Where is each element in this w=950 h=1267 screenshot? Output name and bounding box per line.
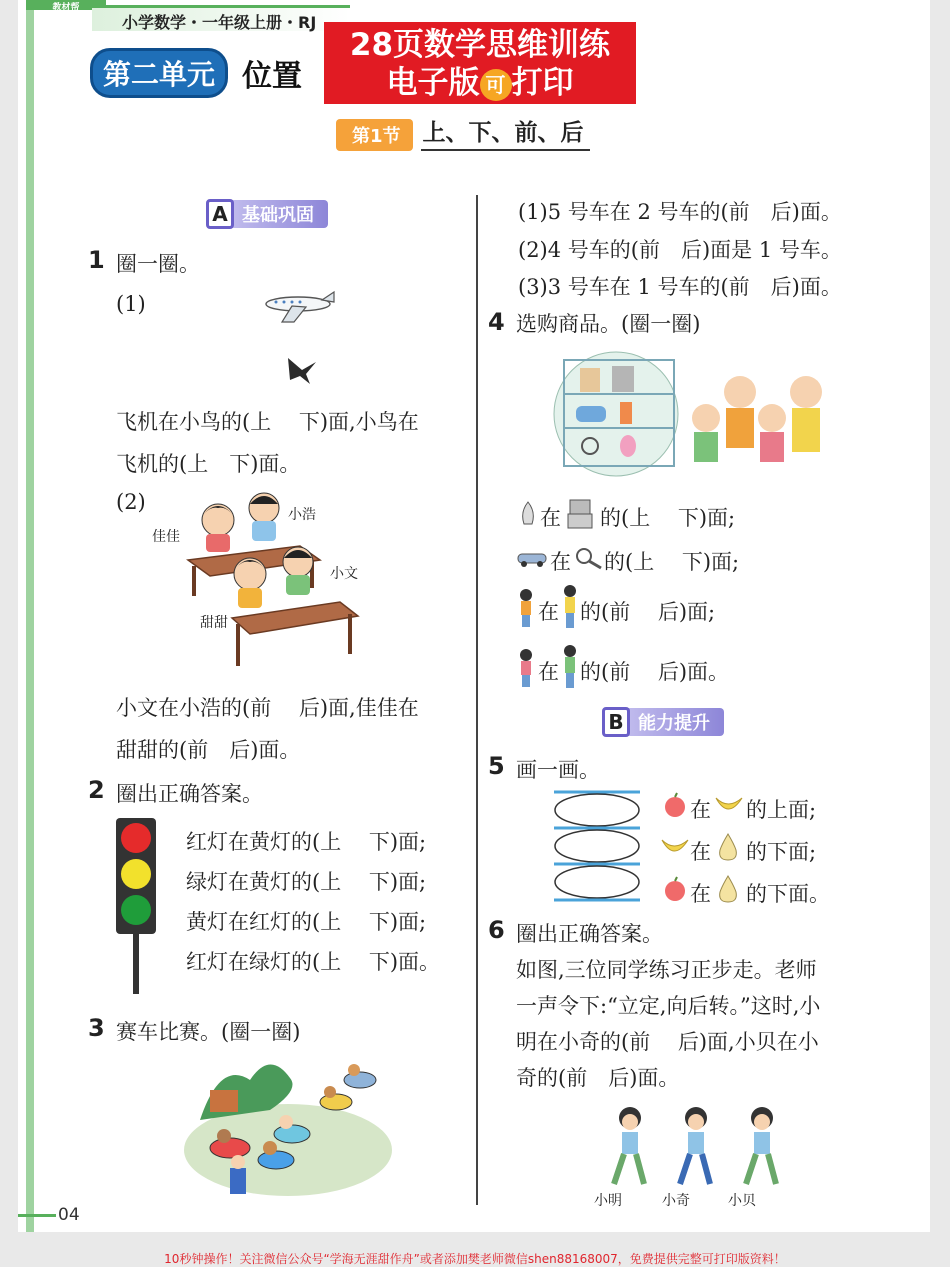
name-xiaoming: 小明 <box>594 1193 622 1209</box>
q5-line-3-a: 在 <box>690 882 711 906</box>
q6-text-4: 奇的(前 后)面。 <box>516 1066 680 1090</box>
level-b-name: 能力提升 <box>638 713 710 734</box>
level-a-name: 基础巩固 <box>242 205 314 226</box>
q6-text-2: 一声令下:“立定,向后转。”这时,小 <box>516 994 821 1018</box>
apple-icon-2 <box>662 876 688 902</box>
name-xiaohao: 小浩 <box>288 507 316 523</box>
book-title: 小学数学・一年级上册・RJ <box>92 5 350 31</box>
banana-icon-2 <box>660 834 690 860</box>
pear-icon-2 <box>714 872 742 904</box>
promo-line-1: 28页数学思维训练 <box>349 27 611 63</box>
q6-text-1: 如图,三位同学练习正步走。老师 <box>516 958 817 982</box>
unit-name: 位置 <box>242 59 303 94</box>
q4-line-1-a: 在 <box>540 506 561 530</box>
marching-students-illustration <box>600 1104 800 1190</box>
plate-stack-drawing-area[interactable] <box>552 790 642 904</box>
page-number-rule <box>18 1214 56 1217</box>
top-tab: 教材帮 <box>26 0 106 10</box>
section-badge: 第1节 <box>336 119 413 151</box>
unit-title <box>90 48 302 98</box>
q3-prompt: 赛车比赛。(圈一圈) <box>116 1020 301 1044</box>
name-xiaowen: 小文 <box>330 566 358 582</box>
section-title <box>336 114 590 151</box>
promo-ke-badge: 可 <box>480 69 512 101</box>
q2-line-1: 红灯在黄灯的(上 下)面; <box>186 830 427 854</box>
rocket-icon <box>518 500 538 530</box>
q4-line-3-a: 在 <box>538 600 559 624</box>
q4-line-3-b: 的(前 后)面; <box>580 600 716 624</box>
page-number: 04 <box>58 1205 80 1225</box>
q5-prompt: 画一画。 <box>516 758 600 782</box>
column-divider <box>476 195 478 1205</box>
q3-line-3: (3)3 号车在 1 号车的(前 后)面。 <box>518 275 842 299</box>
q4-line-2-a: 在 <box>550 550 571 574</box>
section-name: 上、下、前、后 <box>421 114 590 151</box>
name-jiajia: 佳佳 <box>152 529 180 545</box>
q4-line-4-a: 在 <box>538 660 559 684</box>
traffic-light-icon <box>114 816 158 996</box>
unit-badge: 第二单元 <box>90 48 228 98</box>
q2-prompt: 圈出正确答案。 <box>116 782 263 806</box>
toy-car-icon <box>516 548 548 568</box>
q4-line-1-b: 的(上 下)面; <box>600 506 736 530</box>
promo-footer: 10秒钟操作！关注微信公众号“学海无涯甜作舟”或者添加樊老师微信shen88168007，免费提供完整可打印版资料！ <box>164 1252 786 1266</box>
q1-sub1-line2: 飞机的(上 下)面。 <box>116 452 301 476</box>
q1-sub2: (2) <box>116 490 146 514</box>
name-tiantian: 甜甜 <box>200 615 228 631</box>
shop-illustration <box>550 348 870 478</box>
q4-number: 4 <box>488 308 505 336</box>
red-light <box>121 823 151 853</box>
q4-line-2-b: 的(上 下)面; <box>604 550 740 574</box>
boy-icon <box>516 588 536 628</box>
q4-prompt: 选购商品。(圈一圈) <box>516 312 701 336</box>
level-b-badge <box>604 708 724 736</box>
q1-prompt: 圈一圈。 <box>116 252 200 276</box>
small-boy-icon <box>560 644 580 690</box>
girl-icon <box>516 648 536 688</box>
race-illustration <box>180 1050 395 1205</box>
promo-line-2: 电子版 可 打印 <box>386 65 574 101</box>
q1-sub1-line1: 飞机在小鸟的(上 下)面,小鸟在 <box>116 410 419 434</box>
level-a-letter: A <box>206 199 234 229</box>
q6-text-3: 明在小奇的(前 后)面,小贝在小 <box>516 1030 819 1054</box>
banana-icon <box>714 792 744 818</box>
q2-line-3: 黄灯在红灯的(上 下)面; <box>186 910 427 934</box>
q2-number: 2 <box>88 776 105 804</box>
q1-number: 1 <box>88 246 105 274</box>
green-light <box>121 895 151 925</box>
yellow-light <box>121 859 151 889</box>
q1-sub2-line2: 甜甜的(前 后)面。 <box>116 738 301 762</box>
q3-number: 3 <box>88 1014 105 1042</box>
level-a-badge <box>208 200 328 228</box>
q5-line-3-b: 的下面。 <box>746 882 830 906</box>
tall-boy-icon <box>560 584 580 630</box>
name-xiaoqi: 小奇 <box>662 1193 690 1209</box>
promo-banner <box>324 22 636 104</box>
page-side-stripe <box>26 0 34 1232</box>
q1-sub1: (1) <box>116 292 146 316</box>
q6-number: 6 <box>488 916 505 944</box>
pear-icon <box>714 830 742 862</box>
q5-number: 5 <box>488 752 505 780</box>
robot-icon <box>564 498 596 530</box>
q5-line-2-b: 的下面; <box>746 840 817 864</box>
q2-line-2: 绿灯在黄灯的(上 下)面; <box>186 870 427 894</box>
q5-line-2-a: 在 <box>690 840 711 864</box>
level-b-letter: B <box>602 707 630 737</box>
q3-line-1: (1)5 号车在 2 号车的(前 后)面。 <box>518 200 842 224</box>
name-xiaobei: 小贝 <box>728 1193 756 1209</box>
airplane-icon <box>262 290 338 326</box>
q2-line-4: 红灯在绿灯的(上 下)面。 <box>186 950 441 974</box>
q6-prompt: 圈出正确答案。 <box>516 922 663 946</box>
q5-line-1-a: 在 <box>690 798 711 822</box>
apple-icon <box>662 792 688 818</box>
q1-sub2-line1: 小文在小浩的(前 后)面,佳佳在 <box>116 696 419 720</box>
bird-icon <box>284 354 320 386</box>
q5-line-1-b: 的上面; <box>746 798 817 822</box>
q3-line-2: (2)4 号车的(前 后)面是 1 号车。 <box>518 238 842 262</box>
magnifier-icon <box>574 546 604 570</box>
q4-line-4-b: 的(前 后)面。 <box>580 660 730 684</box>
